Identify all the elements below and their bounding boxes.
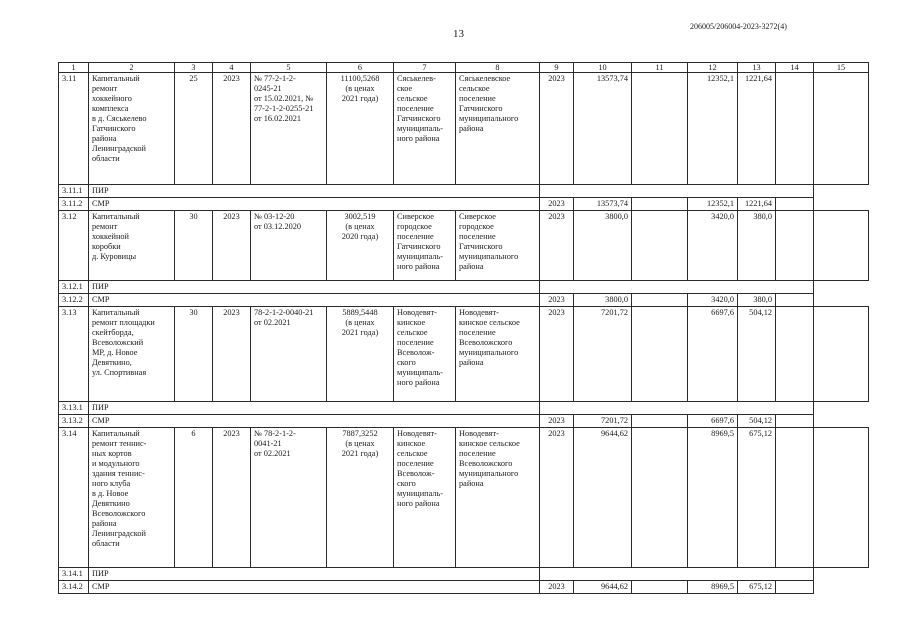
table-cell [814,73,869,185]
column-header: 3 [175,63,213,73]
table-cell [776,415,814,428]
table-row [59,73,869,185]
table-cell: 78-2-1-2-0040-21 от 02.2021 [251,307,327,402]
header-row [59,63,869,73]
table-cell: 1221,64 [738,73,776,185]
table-cell [814,415,869,428]
column-header: 2 [89,63,175,73]
table-cell: 3002,519 (в ценах 2020 года) [327,211,394,281]
column-header: 9 [540,63,574,73]
table-row [59,307,869,402]
table-cell: 3.14 [59,428,89,568]
table-cell [814,307,869,402]
table-cell: 25 [175,73,213,185]
table-cell: 3.12.1 [59,281,89,294]
table-cell: 30 [175,307,213,402]
table-cell [632,307,688,402]
table-cell: 3.14.1 [59,568,89,581]
table-cell: 8969,5 [688,428,738,568]
table-cell: ПИР [89,568,540,581]
table-cell: 2023 [213,428,251,568]
table-cell: 2023 [540,415,574,428]
column-header: 12 [688,63,738,73]
table-cell: № 03-12-20 от 03.12.2020 [251,211,327,281]
table-cell: 2023 [540,198,574,211]
table-cell: 3.13.1 [59,402,89,415]
table-cell: 3800,0 [574,294,632,307]
table-cell: 13573,74 [574,73,632,185]
table-cell [814,185,869,198]
table-cell: 2023 [540,428,574,568]
table-cell: 3420,0 [688,294,738,307]
table-row [59,198,869,211]
table-cell: Новодевят- кинское сельское поселение Всеволож- ского муниципаль- ного района [394,307,456,402]
table-cell: Капитальный ремонт площадки скейтборда, Всеволожский МР, д. Новое Девяткино, ул. Спортивная [89,307,175,402]
table-cell: 2023 [540,73,574,185]
table-cell: ПИР [89,281,540,294]
table-cell: Новодевят- кинское сельское поселение Всеволож- ского муниципаль- ного района [394,428,456,568]
table-row [59,294,869,307]
table-cell: СМР [89,294,540,307]
table-cell: СМР [89,198,540,211]
table-cell: № 78-2-1-2- 0041-21 от 02.2021 [251,428,327,568]
table-cell: 3.12.2 [59,294,89,307]
table-cell: 7201,72 [574,307,632,402]
table-cell [814,211,869,281]
table-row [59,568,869,581]
table-cell [776,294,814,307]
table-cell [814,402,869,415]
table-cell: 2023 [213,211,251,281]
table-row [59,281,869,294]
table-cell [776,73,814,185]
table-cell: Новодевят- кинское сельское поселение Всеволожского муниципального района [456,307,540,402]
column-header: 6 [327,63,394,73]
column-header: 7 [394,63,456,73]
table-cell: ПИР [89,402,540,415]
table-cell: Сиверское городское поселение Гатчинского муниципального района [456,211,540,281]
table-cell [540,281,814,294]
column-header: 11 [632,63,688,73]
table-cell: 675,12 [738,581,776,594]
table-row [59,581,869,594]
table-cell [776,581,814,594]
table-cell: 1221,64 [738,198,776,211]
table-cell: 5889,5448 (в ценах 2021 года) [327,307,394,402]
table-cell [632,415,688,428]
table-cell: 9644,62 [574,428,632,568]
column-header: 10 [574,63,632,73]
table-cell: 12352,1 [688,73,738,185]
table-cell [632,294,688,307]
table-cell: 3.11 [59,73,89,185]
table-row [59,415,869,428]
page-number: 13 [453,28,464,40]
table-cell: Сяськелев- ское сельское поселение Гатчинского муниципаль- ного района [394,73,456,185]
column-header: 13 [738,63,776,73]
table-cell: 2023 [213,307,251,402]
table-cell: 6697,6 [688,415,738,428]
table-cell [540,402,814,415]
table-cell [776,211,814,281]
table-cell: 2023 [540,581,574,594]
table-cell [540,185,814,198]
column-header: 14 [776,63,814,73]
table-cell: Сяськелевское сельское поселение Гатчинского муниципального района [456,73,540,185]
table-cell: 380,0 [738,294,776,307]
table-cell: 8969,5 [688,581,738,594]
table-cell [814,568,869,581]
table-cell: Капитальный ремонт хоккейной коробки д. Куровицы [89,211,175,281]
table-cell [540,568,814,581]
column-header: 5 [251,63,327,73]
table-cell: 9644,62 [574,581,632,594]
column-header: 4 [213,63,251,73]
table-cell: 3.14.2 [59,581,89,594]
table-cell: 504,12 [738,307,776,402]
table-cell: 3.13.2 [59,415,89,428]
table-cell: 3.11.2 [59,198,89,211]
table-cell: 2023 [540,307,574,402]
table-row [59,185,869,198]
table-cell: 6697,6 [688,307,738,402]
table-cell [632,73,688,185]
table-cell: 3.12 [59,211,89,281]
table-cell: 13573,74 [574,198,632,211]
table-cell [776,428,814,568]
table-cell: 3.13 [59,307,89,402]
table-cell: Капитальный ремонт теннис- ных кортов и модульного здания теннис- ного клуба в д. Новое Девяткино Всеволожского района Ленинградской области [89,428,175,568]
table-cell [776,307,814,402]
table-cell: 504,12 [738,415,776,428]
table-row [59,402,869,415]
table-cell: № 77-2-1-2- 0245-21 от 15.02.2021, № 77-2-1-2-0255-21 от 16.02.2021 [251,73,327,185]
table-cell [814,294,869,307]
data-table [58,62,869,594]
table-cell [814,281,869,294]
table-cell: СМР [89,415,540,428]
table-cell [632,211,688,281]
table-cell [632,428,688,568]
column-header: 1 [59,63,89,73]
table-cell: 7201,72 [574,415,632,428]
table-cell: СМР [89,581,540,594]
document-id: 206005/206004-2023-3272(4) [690,22,787,31]
table-cell [814,198,869,211]
table-cell: 2023 [540,294,574,307]
table-cell: 675,12 [738,428,776,568]
table-cell: 2023 [540,211,574,281]
table-cell: Капитальный ремонт хоккейного комплекса в д. Сяськелево Гатчинского района Ленинградской области [89,73,175,185]
table-cell [776,198,814,211]
table-cell: 3800,0 [574,211,632,281]
column-header: 8 [456,63,540,73]
table-cell [632,198,688,211]
column-header: 15 [814,63,869,73]
table-cell: 3.11.1 [59,185,89,198]
table-cell: 3420,0 [688,211,738,281]
table-cell: Новодевят- кинское сельское поселение Всеволожского муниципального района [456,428,540,568]
table-cell: 30 [175,211,213,281]
table-cell [814,581,869,594]
table-cell: 12352,1 [688,198,738,211]
table-cell: ПИР [89,185,540,198]
table-cell: 380,0 [738,211,776,281]
table-cell [814,428,869,568]
table-cell: 2023 [213,73,251,185]
table-cell: 7887,3252 (в ценах 2021 года) [327,428,394,568]
table-cell: Сиверское городское поселение Гатчинского муниципаль- ного района [394,211,456,281]
table-cell: 11100,5268 (в ценах 2021 года) [327,73,394,185]
table-row [59,428,869,568]
table-cell: 6 [175,428,213,568]
table-row [59,211,869,281]
table-cell [632,581,688,594]
